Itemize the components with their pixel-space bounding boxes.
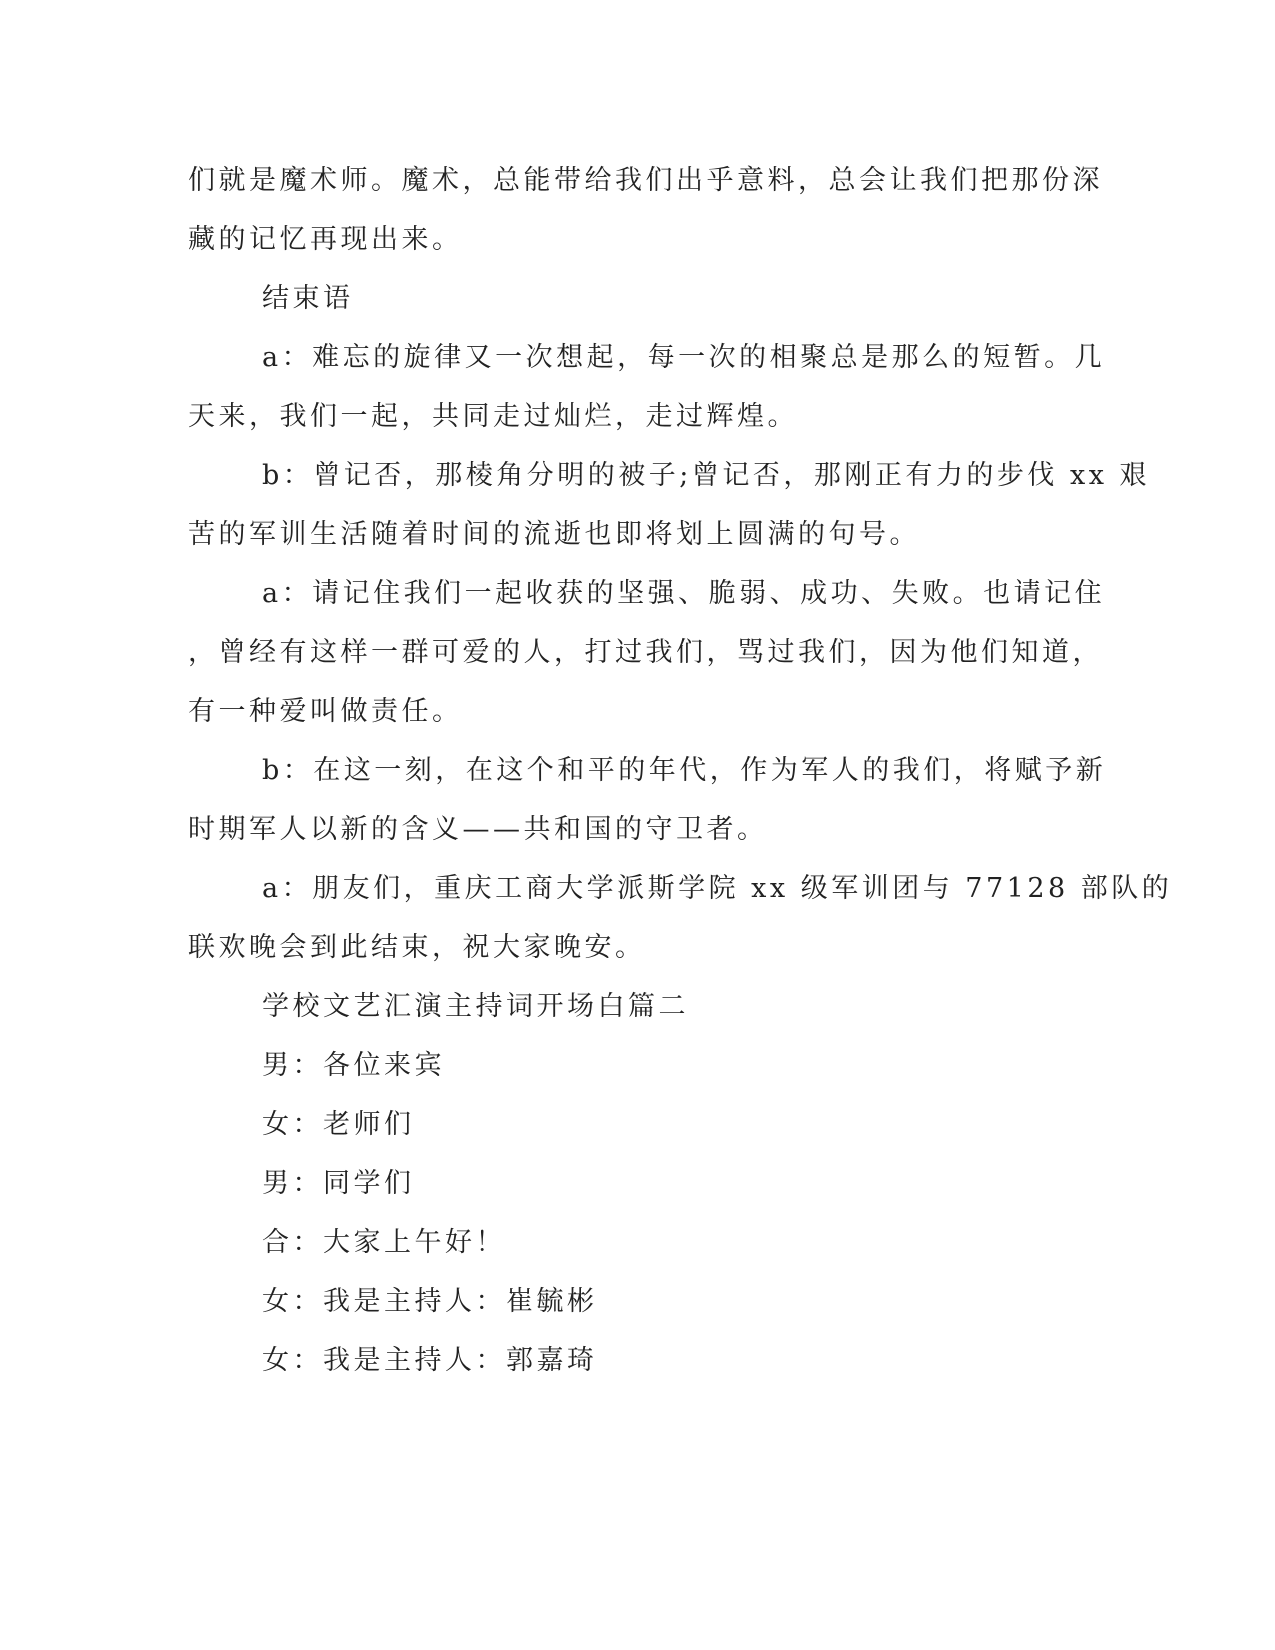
section-heading: 学校文艺汇演主持词开场白篇二 — [262, 991, 689, 1022]
text-line: 苦的军训生活随着时间的流逝也即将划上圆满的句号。 — [188, 519, 920, 550]
text-line: a：请记住我们一起收获的坚强、脆弱、成功、失败。也请记住 — [262, 578, 1106, 609]
dialogue-line: 女：我是主持人：崔毓彬 — [262, 1286, 598, 1317]
dialogue-line: 女：我是主持人：郭嘉琦 — [262, 1345, 598, 1376]
dialogue-line: 男：同学们 — [262, 1168, 415, 1199]
dialogue-line: 男：各位来宾 — [262, 1050, 445, 1081]
section-heading: 结束语 — [262, 283, 354, 314]
text-line: a：难忘的旋律又一次想起，每一次的相聚总是那么的短暂。几 — [262, 342, 1106, 373]
dialogue-line: 女：老师们 — [262, 1109, 415, 1140]
text-line: 时期军人以新的含义——共和国的守卫者。 — [188, 814, 768, 845]
text-line: b：曾记否，那棱角分明的被子;曾记否，那刚正有力的步伐 xx 艰 — [262, 460, 1150, 491]
text-line: 天来，我们一起，共同走过灿烂，走过辉煌。 — [188, 401, 798, 432]
text-line: 有一种爱叫做责任。 — [188, 696, 463, 727]
text-line: b：在这一刻，在这个和平的年代，作为军人的我们，将赋予新 — [262, 755, 1107, 786]
text-line: 联欢晚会到此结束，祝大家晚安。 — [188, 932, 646, 963]
text-line: 藏的记忆再现出来。 — [188, 224, 463, 255]
text-line: 们就是魔术师。魔术，总能带给我们出乎意料，总会让我们把那份深 — [188, 165, 1103, 196]
text-line: a：朋友们，重庆工商大学派斯学院 xx 级军训团与 77128 部队的 — [262, 873, 1173, 904]
text-line: ，曾经有这样一群可爱的人，打过我们，骂过我们，因为他们知道， — [188, 637, 1103, 668]
dialogue-line: 合：大家上午好！ — [262, 1227, 506, 1258]
